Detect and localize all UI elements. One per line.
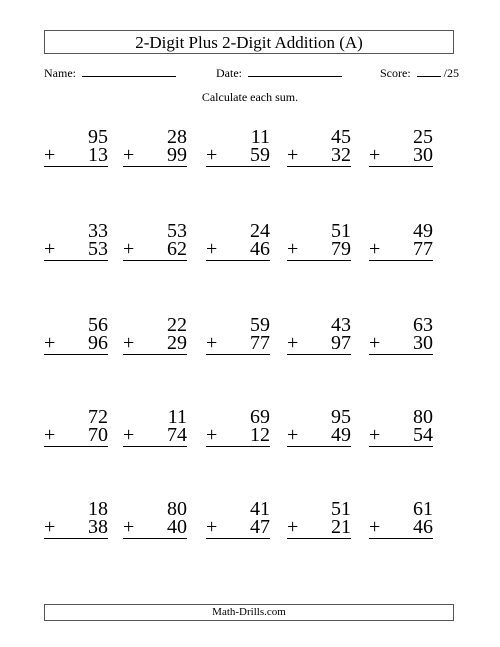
second-addend: 62 [167,238,187,260]
plus-sign: + [287,332,299,354]
addition-problem [44,222,108,261]
first-addend: 25 [413,126,433,148]
first-addend: 22 [167,314,187,336]
instructions: Calculate each sum. [201,90,299,104]
answer-line [123,354,187,355]
score-label: Score: [380,66,411,80]
answer-line [369,166,433,167]
first-addend: 69 [250,406,270,428]
addition-problem [123,408,187,447]
addition-problem [44,500,108,539]
first-addend: 41 [250,498,270,520]
second-addend: 46 [413,516,433,538]
second-addend: 32 [331,144,351,166]
second-addend-row [287,518,351,536]
plus-sign: + [369,144,381,166]
worksheet-title: 2-Digit Plus 2-Digit Addition (A) [44,30,454,54]
second-addend-row [287,146,351,164]
second-addend-row [369,334,433,352]
addition-problem [369,408,433,447]
addition-problem [369,500,433,539]
first-addend: 18 [88,498,108,520]
second-addend-row [206,240,270,258]
second-addend-row [123,334,187,352]
answer-line [206,446,270,447]
addition-problem [44,316,108,355]
plus-sign: + [287,238,299,260]
answer-line [206,354,270,355]
plus-sign: + [206,144,218,166]
plus-sign: + [44,238,56,260]
plus-sign: + [44,144,56,166]
addition-problem [369,222,433,261]
answer-line [123,446,187,447]
second-addend-row [123,240,187,258]
addition-problem [206,408,270,447]
answer-line [44,538,108,539]
answer-line [287,166,351,167]
addition-problem [287,316,351,355]
plus-sign: + [123,332,135,354]
date-blank-line [248,64,342,77]
plus-sign: + [206,516,218,538]
second-addend-row [206,334,270,352]
addition-problem [206,500,270,539]
first-addend: 72 [88,406,108,428]
second-addend-row [123,146,187,164]
plus-sign: + [123,424,135,446]
answer-line [123,166,187,167]
second-addend: 99 [167,144,187,166]
answer-line [44,354,108,355]
first-addend: 56 [88,314,108,336]
first-addend: 51 [331,498,351,520]
first-addend: 28 [167,126,187,148]
first-addend: 51 [331,220,351,242]
addition-problem [369,316,433,355]
second-addend: 38 [88,516,108,538]
answer-line [369,538,433,539]
addition-problem [44,408,108,447]
answer-line [287,354,351,355]
addition-problem [123,128,187,167]
second-addend-row [44,240,108,258]
answer-line [369,260,433,261]
plus-sign: + [123,238,135,260]
first-addend: 45 [331,126,351,148]
second-addend-row [206,518,270,536]
plus-sign: + [206,424,218,446]
second-addend: 77 [413,238,433,260]
answer-line [206,538,270,539]
addition-problem [123,222,187,261]
plus-sign: + [369,238,381,260]
addition-problem [206,316,270,355]
second-addend-row [44,334,108,352]
second-addend: 40 [167,516,187,538]
addition-problem [287,128,351,167]
plus-sign: + [369,516,381,538]
second-addend-row [369,240,433,258]
first-addend: 49 [413,220,433,242]
second-addend-row [287,240,351,258]
first-addend: 11 [250,126,270,148]
first-addend: 95 [331,406,351,428]
second-addend: 96 [88,332,108,354]
name-blank-line [82,64,176,77]
date-label: Date: [216,66,242,80]
answer-line [123,260,187,261]
name-label: Name: [44,66,76,80]
first-addend: 61 [413,498,433,520]
answer-line [369,354,433,355]
first-addend: 95 [88,126,108,148]
first-addend: 43 [331,314,351,336]
addition-problem [287,408,351,447]
second-addend: 46 [250,238,270,260]
second-addend: 29 [167,332,187,354]
answer-line [206,166,270,167]
second-addend: 74 [167,424,187,446]
second-addend-row [206,146,270,164]
second-addend-row [206,426,270,444]
answer-line [44,166,108,167]
second-addend: 30 [413,332,433,354]
second-addend: 12 [250,424,270,446]
addition-problem [206,128,270,167]
first-addend: 24 [250,220,270,242]
second-addend: 54 [413,424,433,446]
second-addend: 49 [331,424,351,446]
score-field [380,64,459,80]
plus-sign: + [369,332,381,354]
answer-line [206,260,270,261]
addition-problem [369,128,433,167]
second-addend: 30 [413,144,433,166]
plus-sign: + [287,516,299,538]
answer-line [287,260,351,261]
answer-line [369,446,433,447]
second-addend: 59 [250,144,270,166]
name-field [44,64,176,80]
addition-problem [123,316,187,355]
second-addend: 79 [331,238,351,260]
first-addend: 53 [167,220,187,242]
second-addend-row [369,426,433,444]
plus-sign: + [369,424,381,446]
second-addend: 70 [88,424,108,446]
footer: Math-Drills.com [44,604,454,621]
plus-sign: + [206,238,218,260]
first-addend: 63 [413,314,433,336]
second-addend-row [44,146,108,164]
plus-sign: + [44,516,56,538]
second-addend: 77 [250,332,270,354]
plus-sign: + [287,144,299,166]
addition-problem [206,222,270,261]
plus-sign: + [287,424,299,446]
first-addend: 80 [167,498,187,520]
first-addend: 80 [413,406,433,428]
second-addend-row [287,426,351,444]
answer-line [123,538,187,539]
second-addend: 21 [331,516,351,538]
second-addend-row [287,334,351,352]
addition-problem [287,222,351,261]
first-addend: 11 [167,406,187,428]
second-addend-row [369,146,433,164]
answer-line [44,260,108,261]
first-addend: 33 [88,220,108,242]
second-addend-row [123,426,187,444]
date-field [216,64,342,80]
first-addend: 59 [250,314,270,336]
addition-problem [287,500,351,539]
second-addend-row [123,518,187,536]
second-addend-row [44,426,108,444]
addition-problem [123,500,187,539]
second-addend: 97 [331,332,351,354]
answer-line [44,446,108,447]
plus-sign: + [123,144,135,166]
answer-line [287,538,351,539]
second-addend: 13 [88,144,108,166]
second-addend: 47 [250,516,270,538]
score-blank-line [417,64,441,77]
plus-sign: + [123,516,135,538]
addition-problem [44,128,108,167]
score-total: /25 [443,66,459,80]
plus-sign: + [44,332,56,354]
second-addend-row [369,518,433,536]
answer-line [287,446,351,447]
second-addend-row [44,518,108,536]
plus-sign: + [206,332,218,354]
second-addend: 53 [88,238,108,260]
plus-sign: + [44,424,56,446]
